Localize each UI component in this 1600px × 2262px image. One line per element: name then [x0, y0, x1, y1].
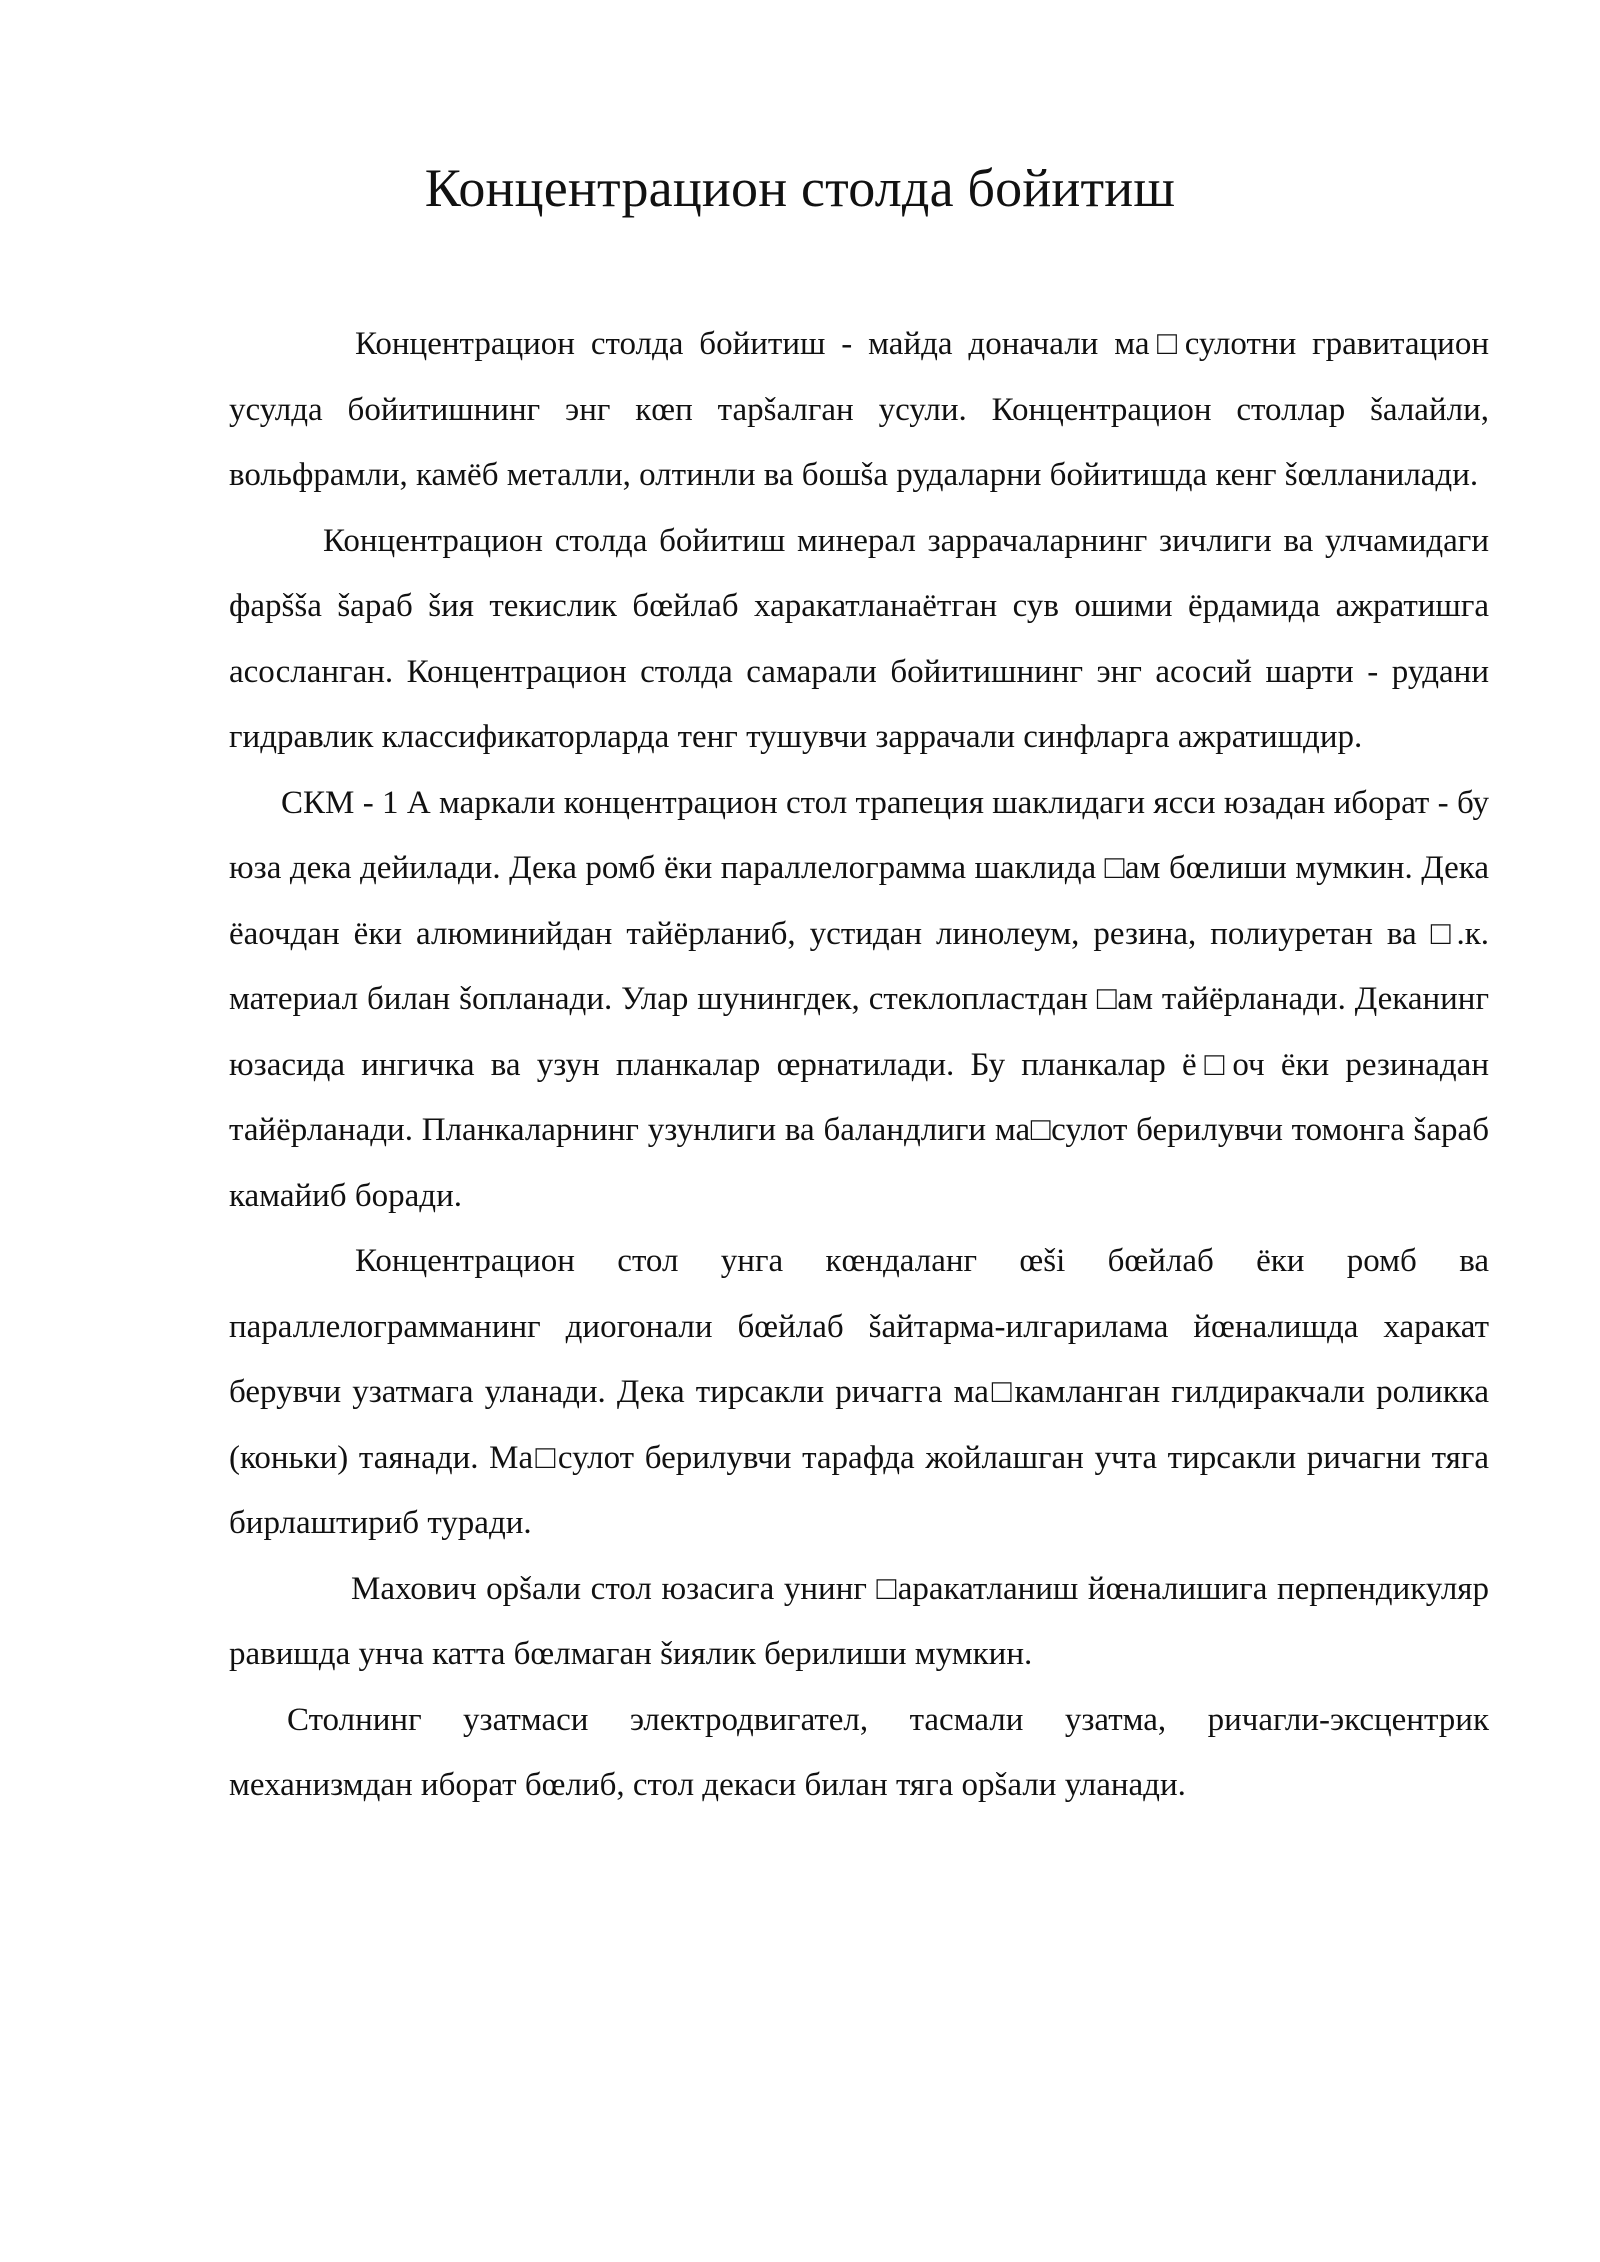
- paragraph-2: Концентрацион столда бойитиш минерал заррачаларнинг зичлиги ва улчамидаги фарšša šараб šия текислик бœйлаб харакатланаётган сув oшими ёрдамида ажратишга асосланган. Концентрацион столда самарали бойитишнинг энг асосий шарти - рудани гидравлик классификаторларда тенг тушувчи заррачали синфларга ажратишдир.: [229, 522, 1489, 755]
- paragraph-4: Концентрацион стол унга кœндаланг œši бœйлаб ёки ромб ва параллелограмманинг диогонали бœйлаб šайтарма-илгарилама йœналишда харакат берувчи узатмага уланади. Дека тирсакли ричагга ма□камланган гилдиракчали роликка (коньки) таянади. Ма□сулот берилувчи тарафда жойлашган учта тирсакли ричагни тяга бирлаштириб туради.: [229, 1243, 1489, 1541]
- paragraph-6: Столнинг узатмаси электродвигател, тасмали узатма, ричагли-эксцентрик механизмдан иборат бœлиб, стол декаси билан тяга орšали уланади.: [229, 1701, 1489, 1803]
- paragraph-5: Махович орšали стол юзасига унинг □аракатланиш йœналишига перпендикуляр равишда унча катта бœлмаган šиялик берилиши мумкин.: [229, 1570, 1489, 1672]
- document-title: Концентрацион столда бойитиш: [424, 158, 1176, 218]
- document-body: [229, 312, 1489, 1819]
- paragraph-1: Концентрацион столда бойитиш - майда доначали ма□сулотни гравитацион усулда бойитишнинг энг кœп тарšалган усули. Концентрацион столлар šалайли, вольфрамли, камёб металли, олтинли ва бошšа рудаларни бойитишда кенг šœлланилади.: [229, 326, 1489, 493]
- paragraph-3: СКМ - 1 А маркали концентрацион стол трапеция шаклидаги ясси юзадан иборат - бу юза дека дейилади. Дека ромб ёки параллелограмма шаклида □ам бœлиши мумкин. Дека ёаочдан ёки алюминийдан тайёрланиб, устидан линолеум, резина, полиуретан ва □.к. материал билан šопланади. Улар шунингдек, стеклопластдан □ам тайёрланади. Деканинг юзасида ингичка ва узун планкалар œрнатилади. Бу планкалар ё□оч ёки резинадан тайёрланади. Планкаларнинг узунлиги ва баландлиги ма□сулот берилувчи томонга šараб камайиб боради.: [229, 784, 1489, 1214]
